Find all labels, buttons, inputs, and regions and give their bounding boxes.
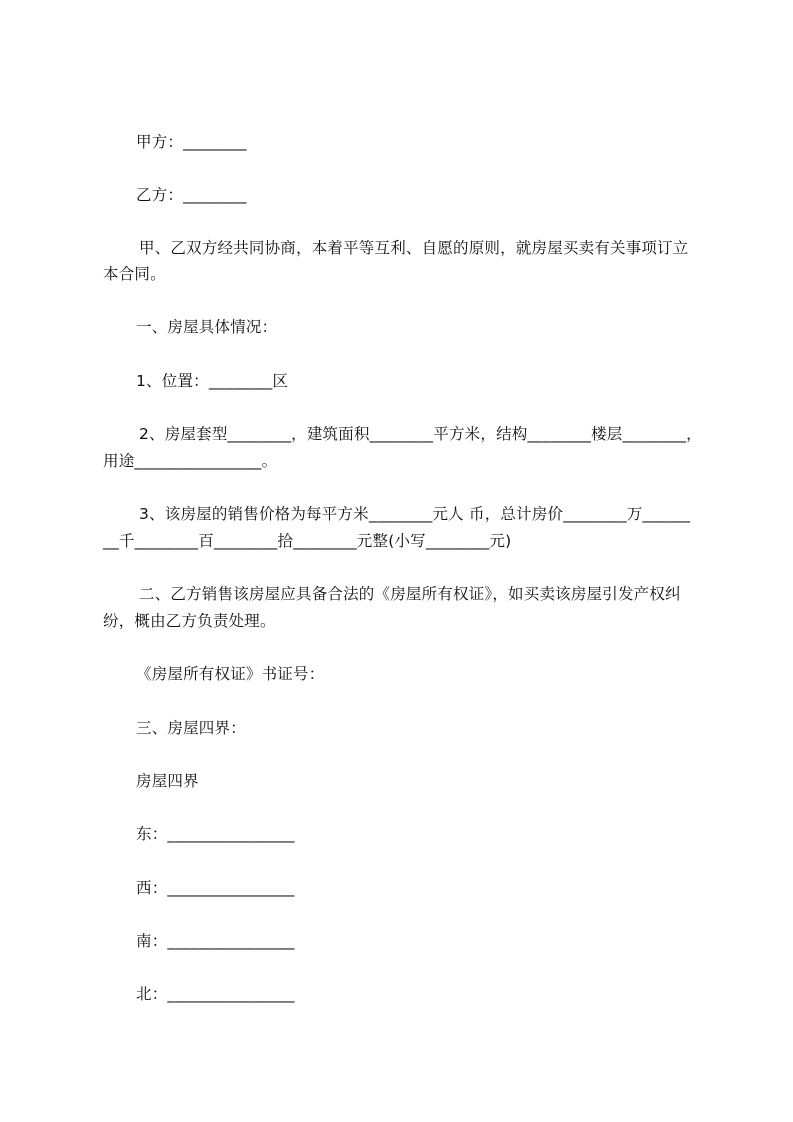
intro-line-2: 本合同。: [103, 265, 166, 283]
boundary-south: 南：________________: [136, 932, 295, 950]
section-1-title: 一、房屋具体情况：: [136, 318, 278, 336]
boundary-east: 东：________________: [136, 825, 295, 843]
boundary-west: 西：________________: [136, 879, 295, 897]
section-2-line-1: 二、乙方销售该房屋应具备合法的《房屋所有权证》，如买卖该房屋引发产权纠: [139, 585, 681, 603]
intro-line-1: 甲、乙双方经共同协商，本着平等互利、自愿的原则，就房屋买卖有关事项订立: [139, 239, 689, 257]
item-2-line-1: 2、房屋套型________，建筑面积________平方米，结构________楼层________，: [139, 425, 702, 443]
party-a-line: 甲方：________: [136, 133, 247, 151]
boundary-north: 北：________________: [136, 985, 295, 1003]
item-2-line-2: 用途________________。: [103, 452, 278, 470]
item-3-line-2: __千________百________拾________元整(小写________元): [103, 532, 512, 550]
section-3-title: 三、房屋四界：: [136, 719, 246, 737]
section-2-line-2: 纷，概由乙方负责处理。: [103, 612, 276, 630]
party-b-line: 乙方：________: [136, 186, 247, 204]
item-1-location: 1、位置：________区: [136, 372, 289, 390]
item-3-line-1: 3、该房屋的销售价格为每平方米________元人 币，总计房价________万______: [139, 505, 691, 523]
certificate-number-label: 《房屋所有权证》书证号：: [136, 665, 325, 683]
boundary-label: 房屋四界: [136, 772, 199, 790]
